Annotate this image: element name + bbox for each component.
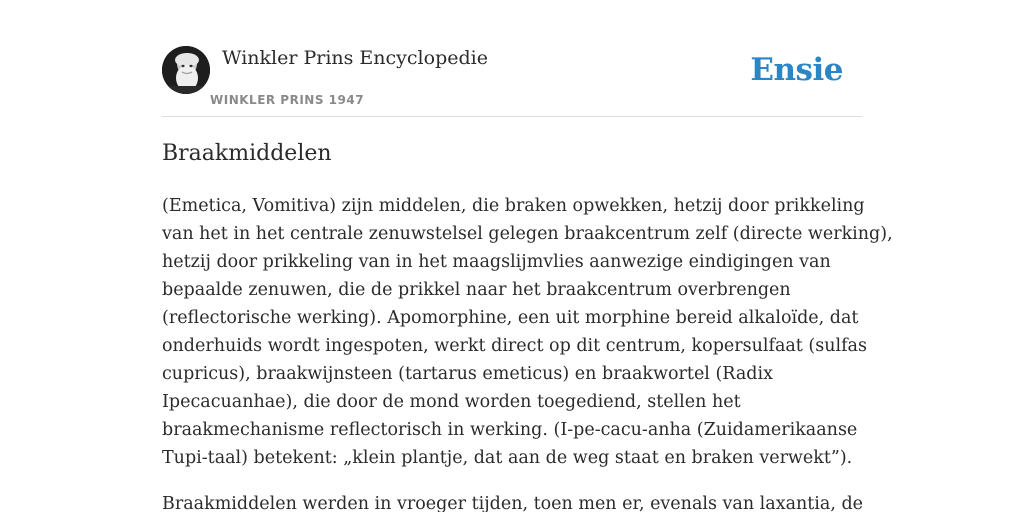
article-title: Braakmiddelen [162,141,332,166]
source-title-link[interactable]: Winkler Prins Encyclopedie [222,47,488,69]
brand-logo-link[interactable]: Ensie [750,52,843,88]
text-line: cupricus), braakwijnsteen (tartarus emeticus) en braakwortel (Radix [162,364,773,384]
text-line: Ipecacuanhae), die door de mond worden toegediend, stellen het [162,392,741,412]
text-line: bepaalde zenuwen, die de prikkel naar het braakcentrum overbrengen [162,280,791,300]
article-paragraph-1 [162,192,893,472]
article-paragraph-2 [162,490,862,512]
portrait-icon [162,46,210,94]
text-line: Braakmiddelen werden in vroeger tijden, toen men er, evenals van laxantia, de [162,494,864,512]
author-avatar[interactable] [162,46,210,94]
text-line: (reflectorische werking). Apomorphine, een uit morphine bereid alkaloïde, dat [162,308,859,328]
article-body [162,192,893,512]
page-header [162,44,862,117]
source-subtitle: WINKLER PRINS 1947 [210,93,365,107]
text-line: braakmechanisme reflectorisch in werking. (I-pe-cacu-anha (Zuidamerikaanse [162,420,858,440]
text-line: onderhuids wordt ingespoten, werkt direct op dit centrum, kopersulfaat (sulfas [162,336,867,356]
text-line: (Emetica, Vomitiva) zijn middelen, die braken opwekken, hetzij door prikkeling [162,196,865,216]
text-line: van het in het centrale zenuwstelsel gelegen braakcentrum zelf (directe werking), [162,224,893,244]
text-line: Tupi-taal) betekent: „klein plantje, dat aan de weg staat en braken verwekt”). [162,448,853,468]
text-line: hetzij door prikkeling van in het maagslijmvlies aanwezige eindigingen van [162,252,831,272]
